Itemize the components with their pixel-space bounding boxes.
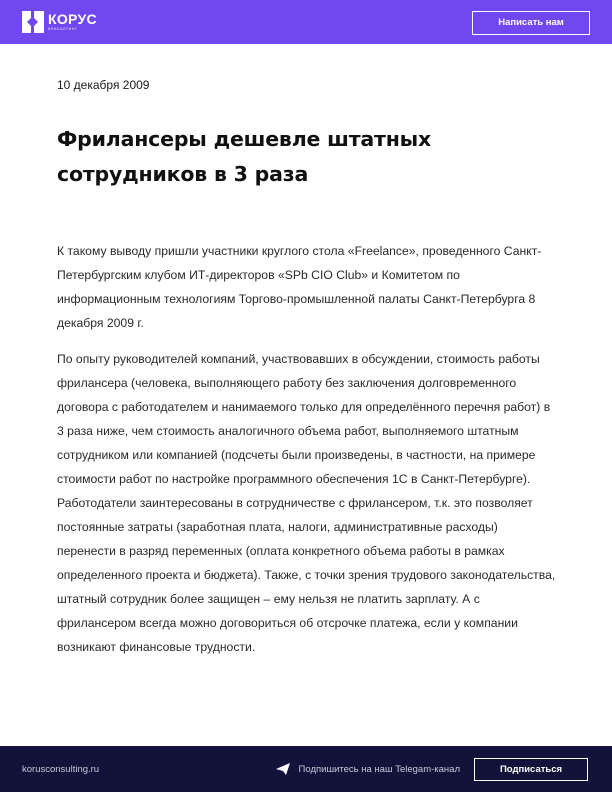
article-title: Фрилансеры дешевле штатных сотрудников в 3 раза [57,127,432,186]
contact-us-button[interactable]: Написать нам [472,11,590,35]
logo[interactable] [22,11,97,33]
site-footer [0,746,612,792]
telegram-text: Подпишитесь на наш Telegam-канал [298,763,460,775]
article-paragraph: По опыту руководителей компаний, участвовавших в обсуждении, стоимость работы фрилансера (человека, выполняющего работу без заключения долговременного договора с работодателем и нанимаемого только для определённого перечня работ) в 3 раза ниже, чем стоимость аналогичного объема работ, выполняемого штатным сотрудником или компанией (подсчеты были произведены, в частности, на примере стоимости работ по настройке программного обеспечения 1С в Санкт-Петербурге). Работодатели заинтересованы в сотрудничестве с фрилансером, т.к. это позволяет постоянные затраты (заработная плата, налоги, административные расходы) перенести в разряд переменных (оплата конкретного объема работы в рамках определенного проекта и бюджета). Также, с точки зрения трудового законодательства, штатный сотрудник более защищен – ему нельзя не платить зарплату. А с фрилансером всегда можно договориться об отсрочке платежа, если у компании возникают финансовые трудности. [57,352,556,654]
article-date: 10 декабря 2009 [57,78,150,92]
logo-subtitle: КОНСАЛТИНГ [48,27,78,32]
korus-logo-icon [22,11,44,33]
telegram-link[interactable] [275,761,460,777]
footer-site-link[interactable]: korusconsulting.ru [22,763,100,775]
telegram-icon [275,761,291,777]
site-header [0,0,612,44]
logo-name: КОРУС [48,11,97,28]
article-paragraph: К такому выводу пришли участники круглого стола «Freelance», проведенного Санкт-Петербургским клубом ИТ-директоров «SPb CIO Club» и Комитетом по информационным технологиям Торгово-промышленной палаты Санкт-Петербурга 8 декабря 2009 г. [57,244,542,330]
subscribe-button[interactable]: Подписаться [474,758,588,781]
